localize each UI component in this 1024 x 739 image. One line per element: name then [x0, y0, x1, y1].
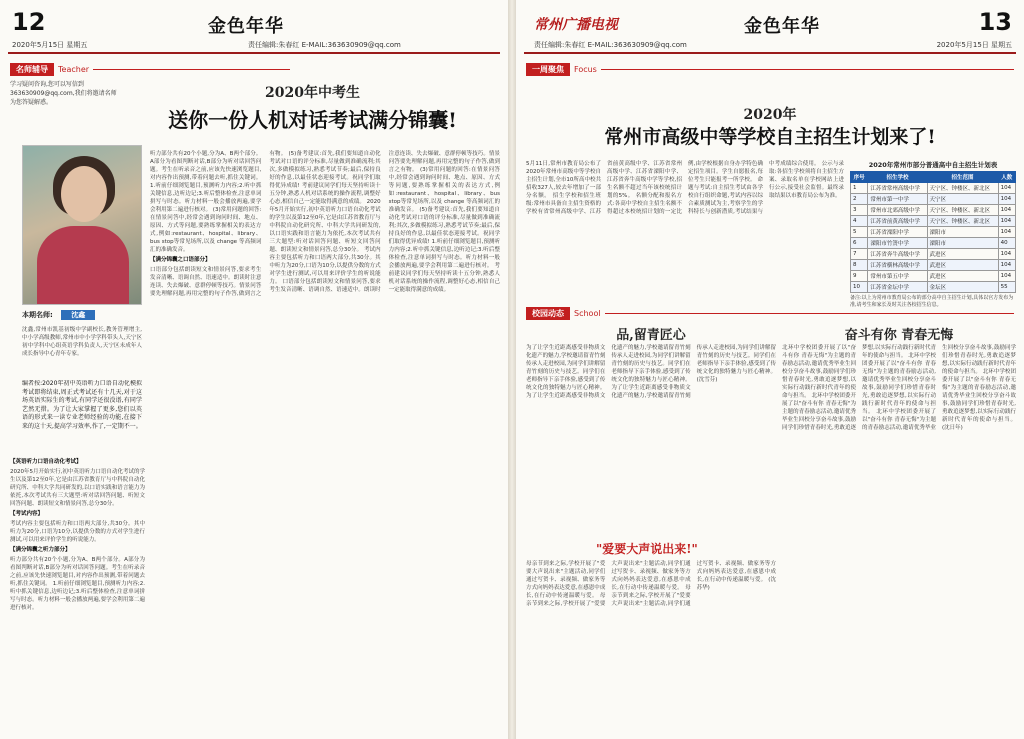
paragraph: 公示与录取:各招生学校须将自主招生方案、录取名单在学校网站上进行公示,接受社会监督。最终录取结果以市教育局公布为准。 — [769, 161, 844, 199]
photo-body — [37, 226, 129, 305]
left-column-1 — [10, 456, 145, 734]
focus-bar — [526, 62, 1014, 76]
table-cell: 常州市第五中学 — [868, 271, 927, 282]
table-body — [851, 183, 1016, 293]
paragraph: 听力部分共有20个小题,分为A、B两个部分。A部分为看图判断对话,B部分为听对话回答问题。考生在听录音之前,应该先快速浏览题目,对内容作出预测,带着问题去听,抓住关键词。 — [150, 151, 262, 181]
table-cell: 40 — [998, 238, 1015, 249]
table-cell: 江苏省奔牛高级中学 — [868, 249, 927, 260]
section-heading: 【满分锦囊之听力部分】 — [10, 547, 71, 553]
author-label: 本期名师: — [22, 311, 53, 319]
table-cell: 104 — [998, 227, 1015, 238]
paragraph: 母亲节到来之际,学校开展了"爱要大声说出来"主题活动,同学们通过写贺卡、录视频、做家务等方式向妈妈表达爱意,在感恩中成长,在行动中传递温暖与爱。 — [526, 561, 691, 607]
page-header-right — [524, 6, 1016, 54]
paragraph: 招生学校和招生班级:常州市具备自主招生资格的学校有省常州高级中学、江苏省前黄高级中学、江苏省常州高级中学、江苏省溧阳中学、江苏省奔牛高级中学等学校,招生名额不超过当年该校统招计划的5%。 — [526, 161, 682, 215]
table-cell: 江苏省常州高级中学 — [868, 183, 927, 194]
byline: (沈苏华) — [696, 577, 776, 591]
table-cell: 104 — [998, 183, 1015, 194]
table-cell: 4 — [851, 216, 868, 227]
editor-note: 编者按:2020年初中英语听力口语自动化模拟考试即将结束,周正式考试还有十几天,对于这场英语实际生的考试,有同学还很没谱,有同学艺然无措。为了让大家掌握了更多,您们以英语的形式来一读专业老师经验的功能,在接下来的这十天,提高学习效率,作了,一定期不一。 — [22, 380, 142, 430]
table-row — [851, 238, 1016, 249]
section-heading: 【英语听力口语自动化考试】 — [10, 459, 82, 465]
headline: 送你一份人机对话考试满分锦囊! — [168, 108, 457, 132]
table-row — [851, 216, 1016, 227]
table-cell: 江苏省溧阳中学 — [868, 227, 927, 238]
table-cell: 104 — [998, 271, 1015, 282]
table-row — [851, 205, 1016, 216]
photo-face — [61, 166, 107, 222]
paragraph: (5)备考建议:首先,我们要知道自动化考试对口语的评分标准,尽量做到准确流利;其次,多做模拟练习,熟悉考试节奏;最后,保持良好的作息,以最佳状态迎接考试。祝同学们取得优异成绩! — [388, 207, 500, 245]
table-cell: 江苏省金坛中学 — [868, 282, 927, 293]
paragraph: 为了让学生近距离感受非物质文化遗产的魅力,学校邀请留青竹刻传承人走进校园,为同学们讲解留青竹刻的历史与技艺。同学们在老师指导下亲手体验,感受到了传统文化的独特魅力与匠心精神。 — [526, 345, 691, 399]
table-cell: 104 — [998, 205, 1015, 216]
table-row — [851, 260, 1016, 271]
paragraph: (3)常用问题的回答:在情景问答中,经常会遇到询问时间、地点、原因、方式等问题,要熟练掌握相关的表达方式,例如:restaurant、hospital、library、bus stop等常见场所,以及 change 等高频词汇的准确发音。 — [150, 207, 262, 253]
paragraph: 母亲节到来之际,学校开展了"爱要大声说出来"主题活动,同学们通过写贺卡、录视频、做家务等方式向妈妈表达爱意,在感恩中成长,在行动中传递温暖与爱。 — [526, 561, 606, 599]
kicker: 2020年中考生 — [265, 85, 360, 101]
table-cell: 金坛区 — [927, 282, 998, 293]
table-cell: 溧阳市 — [927, 227, 998, 238]
paragraph: 2020年5月开始实行,初中英语听力口语自动化考试的学生以及第12至0年,它是由江苏省教育厅与中科院自动化研究所、中科大学共同研发的,以口语实践和语言能力为依托,本次考试共有三大题型:听对话回答问题、听短文回答问题、朗读短文和情景问答,总分30分。 — [269, 199, 381, 253]
section-heading: 【考试内容】 — [10, 511, 44, 517]
table-cell: 9 — [851, 271, 868, 282]
table-row — [851, 194, 1016, 205]
editor-info: 责任编辑:朱春红 E-MAIL:363630909@qq.com — [534, 41, 687, 49]
teacher-photo — [22, 145, 142, 305]
paragraph: 1.听前仔细浏览题目,预测听力内容;2.听中抓关键信息,边听边记;3.听后整体检查,注意单词拼写与时态。听力材料一般会播放两遍,要学会利用第二遍进行核对。 — [150, 183, 262, 213]
section-heading: 【满分锦囊之口语部分】 — [150, 257, 211, 263]
paragraph: 考试内容主要包括听力和口语两大部分,共30分。其中听力为20分,口语为10分,以提供分数的方式对学生进行测试,可以用来评价学生的听说能力。 — [10, 521, 145, 543]
paragraph: 北环中学校团委开展了以"奋斗有你 青春无悔"为主题的青春励志活动,邀请优秀毕业生回校分享奋斗故事,鼓励同学们珍惜青春时光,勇敢追逐梦想,以实际行动践行新时代青年的使命与担当。 — [782, 345, 936, 431]
paragraph: 5月11日,常州市教育局公布了2020年常州市高级中等学校自主招生计划,全市10所高中校共招收327人,较去年增加了一部分名额。 — [526, 161, 601, 199]
brand-logo: 常州广播电视 — [534, 17, 618, 33]
table-cell: 2 — [851, 194, 868, 205]
page-left — [0, 0, 508, 739]
paragraph: 北环中学校团委开展了以"奋斗有你 青春无悔"为主题的青春励志活动,邀请优秀毕业生回校分享奋斗故事,鼓励同学们珍惜青春时光,勇敢追逐梦想,以实际行动践行新时代青年的使命与担当。 — [862, 345, 1016, 431]
intro-text: 学习疑问咨询,您可以写信到363630909@qq.com,我们将邀请名师为您答疑解惑。 — [10, 81, 117, 106]
left-columns-main — [150, 150, 500, 735]
paragraph: 考试内容主要包括听力和口语两大部分,共30分。其中听力为20分,口语为10分,以提供分数的方式对学生进行测试,可以用来评价学生的听说能力。 — [269, 247, 381, 285]
editor-info: 责任编辑:朱春红 E-MAIL:363630909@qq.com — [248, 41, 401, 49]
table-cell: 常州市第一中学 — [868, 194, 927, 205]
author-name: 沈鑫 — [61, 310, 95, 320]
divider — [93, 69, 290, 70]
table-cell: 溧阳市竹箦中学 — [868, 238, 927, 249]
table-cell: 1 — [851, 183, 868, 194]
table-cell: 8 — [851, 260, 868, 271]
paragraph: 北环中学校团委开展了以"奋斗有你 青春无悔"为主题的青春励志活动,邀请优秀毕业生回校分享奋斗故事,鼓励同学们珍惜青春时光,勇敢追逐梦想,以实际行动践行新时代青年的使命与担当。 — [862, 353, 936, 415]
table-header-cell: 招生学校 — [868, 172, 927, 183]
table-row — [851, 249, 1016, 260]
table-row — [851, 227, 1016, 238]
page-header-left — [8, 6, 500, 54]
table-cell: 武进区 — [927, 260, 998, 271]
table-row — [851, 183, 1016, 194]
table-row — [851, 271, 1016, 282]
byline: (沈雪芬) — [696, 377, 718, 383]
paragraph: 1.听前仔细浏览题目,预测听力内容;2.听中抓关键信息,边听边记;3.听后整体检查,注意单词拼写与时态。听力材料一般会播放两遍,要学会利用第二遍进行核对。 — [388, 239, 500, 269]
paragraph: 命题与考试:自主招生考试由各学校自行组织命题,考试内容以综合素质测试为主,考察学生的学科特长与创新潜质,考试结果与中考成绩综合使用。 — [688, 161, 820, 215]
table-header-row — [851, 172, 1016, 183]
story3-title: "爱要大声说出来!" — [596, 542, 698, 556]
admission-table-block — [850, 160, 1016, 308]
table-cell: 10 — [851, 282, 868, 293]
table-cell: 天宁区 — [927, 194, 998, 205]
admission-table — [850, 171, 1016, 293]
story2-text — [782, 344, 1016, 734]
author-bio: 沈鑫,常州市凯基初级中学副校长,教务管理增主,中小学高级教师,常州市中小学学科带头人,天宁区初中学科中心组英语学科负责人,天宁区未成年人成长指导中心青年专家。 — [22, 327, 142, 357]
column-subtag: School — [574, 308, 601, 318]
page-right — [516, 0, 1024, 739]
headline: 常州市高级中等学校自主招生计划来了! — [604, 126, 936, 148]
paragraph: 2020年5月开始实行,初中英语听力口语自动化考试的学生以及第12至0年,它是由江苏省教育厅与中科院自动化研究所、中科大学共同研发的,以口语实践和语言能力为依托,本次考试共有三大题型:听对话回答问题、听短文回答问题、朗读短文和情景问答,总分30分。 — [10, 469, 145, 507]
table-title: 2020年常州市部分普通高中自主招生计划表 — [868, 161, 998, 169]
column-subtag: Focus — [574, 64, 597, 74]
paragraph: 口语部分包括朗读短文和情景问答,要求考生发音清晰、语调自然、语速适中。朗读时注意连读、失去爆破、意群停顿等技巧。情景问答要先理解问题,再用完整的句子作答,做到言之有物。 — [150, 151, 287, 297]
author-line — [22, 310, 95, 320]
paragraph: 口语部分包括朗读短文和情景问答,要求考生发音清晰、语调自然、语速适中。朗读时注意连读、失去爆破、意群停顿等技巧。情景问答要先理解问题,再用完整的句子作答,做到言之有物。 — [269, 151, 500, 293]
table-header-cell: 序号 — [851, 172, 868, 183]
paragraph: 北环中学校团委开展了以"奋斗有你 青春无悔"为主题的青春励志活动,邀请优秀毕业生回校分享奋斗故事,鼓励同学们珍惜青春时光,勇敢追逐梦想,以实际行动践行新时代青年的使命与担当。 — [942, 369, 1016, 423]
story1-text — [526, 344, 776, 534]
table-cell: 104 — [998, 216, 1015, 227]
table-note: 备注:以上为常州市教育局公布的部分高中自主招生计划,具体以官方发布为准,请考生和家长及时关注各校招生信息。 — [850, 295, 1014, 308]
table-cell: 55 — [998, 282, 1015, 293]
paragraph: 听力部分共有20个小题,分为A、B两个部分。A部分为看图判断对话,B部分为听对话回答问题。考生在听录音之前,应该先快速浏览题目,对内容作出预测,带着问题去听,抓住关键词。 — [10, 557, 145, 587]
paragraph: 名额分配和报名方式:各高中学校自主招生名额不得超过本校统招计划的一定比例,由学校根据自身办学特色确定招生项目。学生自愿报名,每位考生只能报考一所学校。 — [607, 161, 763, 215]
table-cell: 6 — [851, 238, 868, 249]
table-cell: 江苏省前黄高级中学 — [868, 216, 927, 227]
paragraph: 北环中学校团委开展了以"奋斗有你 青春无悔"为主题的青春励志活动,邀请优秀毕业生回校分享奋斗故事,鼓励同学们珍惜青春时光,勇敢追逐梦想,以实际行动践行新时代青年的使命与担当。 — [782, 345, 856, 399]
divider — [601, 69, 1014, 70]
table-cell: 3 — [851, 205, 868, 216]
page-gutter — [508, 0, 516, 739]
table-cell: 104 — [998, 249, 1015, 260]
table-row — [851, 282, 1016, 293]
page-number: 13 — [978, 8, 1012, 36]
paragraph: 为了让学生近距离感受非物质文化遗产的魅力,学校邀请留青竹刻传承人走进校园,为同学们讲解留青竹刻的历史与技艺。同学们在老师指导下亲手体验,感受到了传统文化的独特魅力与匠心精神。 — [526, 345, 606, 391]
paragraph: 为了让学生近距离感受非物质文化遗产的魅力,学校邀请留青竹刻传承人走进校园,为同学们讲解留青竹刻的历史与技艺。同学们在老师指导下亲手体验,感受到了传统文化的独特魅力与匠心精神。 — [611, 345, 776, 399]
issue-date: 2020年5月15日 星期五 — [936, 41, 1012, 49]
issue-date: 2020年5月15日 星期五 — [12, 41, 88, 49]
paragraph: 考前建议同学们每天坚持听读十五分钟,熟悉人机对话系统的操作流程,调整好心态,相信自己一定能取得满意的成绩。 — [269, 183, 381, 205]
table-header-cell: 人数 — [998, 172, 1015, 183]
table-header-cell: 招生范围 — [927, 172, 998, 183]
campus-bar — [526, 306, 1014, 320]
paragraph: 考前建议同学们每天坚持听读十五分钟,熟悉人机对话系统的操作流程,调整好心态,相信自己一定能取得满意的成绩。 — [388, 263, 500, 293]
kicker: 2020年 — [743, 107, 797, 123]
section-title: 金色年华 — [744, 16, 820, 37]
focus-columns — [526, 160, 844, 300]
column-tag: 校园动态 — [526, 307, 570, 320]
column-tag: 一周聚焦 — [526, 63, 570, 76]
divider — [605, 313, 1014, 314]
table-cell: 江苏省横林高级中学 — [868, 260, 927, 271]
table-cell: 5 — [851, 227, 868, 238]
paragraph: (3)常用问题的回答:在情景问答中,经常会遇到询问时间、地点、原因、方式等问题,要熟练掌握相关的表达方式,例如:restaurant、hospital、library、bus stop等常见场所,以及 change 等高频词汇的准确发音。 — [388, 167, 500, 213]
section-title: 金色年华 — [208, 16, 284, 37]
column-bar — [10, 62, 290, 76]
table-cell: 104 — [998, 194, 1015, 205]
story1-title: 品,留青匠心 — [616, 328, 686, 343]
table-cell: 天宁区、钟楼区、新北区 — [927, 183, 998, 194]
table-cell: 7 — [851, 249, 868, 260]
table-cell: 104 — [998, 260, 1015, 271]
table-cell: 常州市北郊高级中学 — [868, 205, 927, 216]
paragraph: 1.听前仔细浏览题目,预测听力内容;2.听中抓关键信息,边听边记;3.听后整体检查,注意单词拼写与时态。听力材料一般会播放两遍,要学会利用第二遍进行核对。 — [10, 581, 145, 611]
story3-text — [526, 560, 776, 734]
column-tag: 名师辅导 — [10, 63, 54, 76]
column-subtag: Teacher — [58, 64, 90, 74]
table-cell: 武进区 — [927, 249, 998, 260]
paragraph: (5)备考建议:首先,我们要知道自动化考试对口语的评分标准,尽量做到准确流利;其次,多做模拟练习,熟悉考试节奏;最后,保持良好的作息,以最佳状态迎接考试。祝同学们取得优异成绩! — [269, 151, 381, 189]
story2-title: 奋斗有你 青春无悔 — [844, 328, 954, 343]
table-cell: 天宁区、钟楼区、新北区 — [927, 216, 998, 227]
table-cell: 溧阳市 — [927, 238, 998, 249]
paragraph: 母亲节到来之际,学校开展了"爱要大声说出来"主题活动,同学们通过写贺卡、录视频、做家务等方式向妈妈表达爱意,在感恩中成长,在行动中传递温暖与爱。 — [611, 561, 776, 607]
table-cell: 武进区 — [927, 271, 998, 282]
table-cell: 天宁区、钟楼区、新北区 — [927, 205, 998, 216]
byline: (沈日年) — [942, 425, 963, 431]
page-number: 12 — [12, 8, 46, 36]
